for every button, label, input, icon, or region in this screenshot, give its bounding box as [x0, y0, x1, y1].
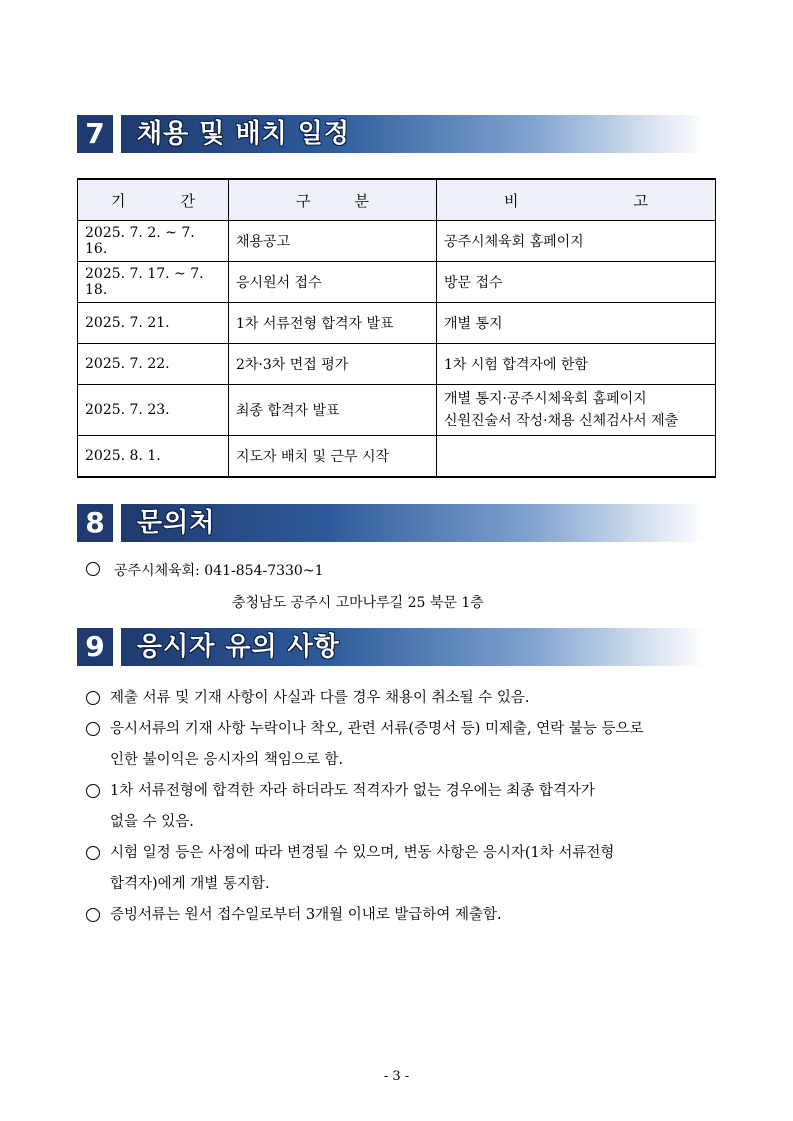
table-row	[78, 262, 716, 303]
circle-bullet-icon	[86, 562, 100, 576]
table-row	[78, 344, 716, 385]
section-9-number: 9	[77, 628, 113, 666]
cell-note: 1차 시험 합격자에 한함	[437, 344, 716, 385]
cell-period: 2025. 7. 2. ~ 7. 16.	[78, 221, 229, 262]
list-item: 1차 서류전형에 합격한 자라 하더라도 적격자가 없는 경우에는 최종 합격자가 없을 수 있음.	[86, 776, 718, 838]
cell-period: 2025. 8. 1.	[78, 436, 229, 478]
section-7-title: 채용 및 배치 일정	[137, 119, 350, 149]
section-7-bar	[121, 115, 705, 153]
table-header-row	[78, 179, 716, 221]
cell-note: 방문 접수	[437, 262, 716, 303]
header-type: 구 분	[229, 179, 437, 221]
section-8-number: 8	[77, 504, 113, 542]
schedule-table	[77, 178, 716, 478]
cell-period: 2025. 7. 21.	[78, 303, 229, 344]
cell-note-line2: 신원진술서 작성·채용 신체검사서 제출	[444, 413, 679, 429]
cell-type: 지도자 배치 및 근무 시작	[229, 436, 437, 478]
cell-period: 2025. 7. 23.	[78, 385, 229, 436]
list-item: 응시서류의 기재 사항 누락이나 착오, 관련 서류(증명서 등) 미제출, 연락 불능 등으로 인한 불이익은 응시자의 책임으로 함.	[86, 714, 718, 776]
circle-bullet-icon	[86, 908, 100, 922]
cell-note: 공주시체육회 홈페이지	[437, 221, 716, 262]
contact-line	[86, 560, 323, 580]
cell-type: 채용공고	[229, 221, 437, 262]
table-row	[78, 385, 716, 436]
section-7-header	[77, 115, 705, 153]
page-number: - 3 -	[383, 1069, 410, 1084]
section-8-title: 문의처	[137, 508, 216, 538]
section-9-header	[77, 628, 705, 666]
list-item: 시험 일정 등은 사정에 따라 변경될 수 있으며, 변동 사항은 응시자(1차 서류전형 합격자)에게 개별 통지함.	[86, 838, 718, 900]
section-8-header	[77, 504, 705, 542]
list-item: 제출 서류 및 기재 사항이 사실과 다를 경우 채용이 취소될 수 있음.	[86, 683, 718, 714]
table-row	[78, 303, 716, 344]
circle-bullet-icon	[86, 691, 100, 705]
cell-type: 응시원서 접수	[229, 262, 437, 303]
circle-bullet-icon	[86, 784, 100, 798]
cell-note-line1: 개별 통지·공주시체육회 홈페이지	[444, 391, 647, 407]
contact-address: 충청남도 공주시 고마나루길 25 북문 1층	[232, 595, 484, 611]
cell-type: 2차·3차 면접 평가	[229, 344, 437, 385]
list-item: 증빙서류는 원서 접수일로부터 3개월 이내로 발급하여 제출함.	[86, 900, 718, 931]
cell-note	[437, 436, 716, 478]
cell-note	[437, 385, 716, 436]
section-9-bar	[121, 628, 705, 666]
cell-note: 개별 통지	[437, 303, 716, 344]
table-row	[78, 436, 716, 478]
section-8-bar	[121, 504, 705, 542]
section-9-title: 응시자 유의 사항	[137, 632, 340, 662]
cell-period: 2025. 7. 22.	[78, 344, 229, 385]
section-7-number: 7	[77, 115, 113, 153]
header-note: 비 고	[437, 179, 716, 221]
table-row	[78, 221, 716, 262]
cell-period: 2025. 7. 17. ~ 7. 18.	[78, 262, 229, 303]
cell-type: 최종 합격자 발표	[229, 385, 437, 436]
notes-list	[86, 683, 718, 931]
contact-text: 공주시체육회: 041-854-7330~1	[114, 563, 324, 579]
header-period: 기 간	[78, 179, 229, 221]
circle-bullet-icon	[86, 722, 100, 736]
circle-bullet-icon	[86, 846, 100, 860]
cell-type: 1차 서류전형 합격자 발표	[229, 303, 437, 344]
